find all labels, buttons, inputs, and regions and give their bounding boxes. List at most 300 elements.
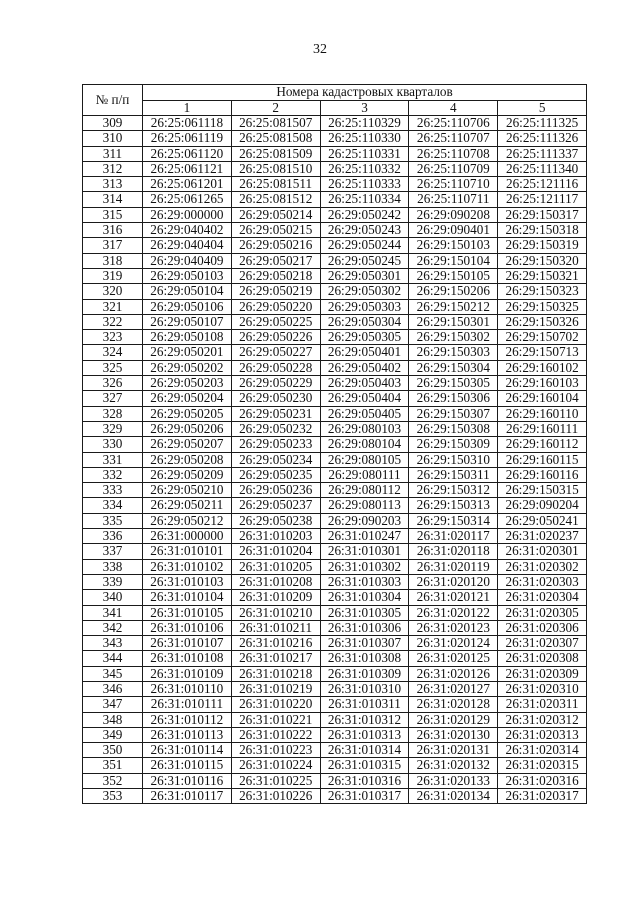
quarter-cell: 26:31:010305 (320, 605, 409, 620)
quarter-cell: 26:29:040402 (143, 223, 232, 238)
quarter-cell: 26:29:150320 (498, 253, 587, 268)
quarter-cell: 26:31:010221 (231, 712, 320, 727)
quarter-cell: 26:25:110711 (409, 192, 498, 207)
row-number-cell: 323 (83, 330, 143, 345)
row-number-cell: 329 (83, 421, 143, 436)
quarter-cell: 26:29:160112 (498, 437, 587, 452)
quarter-cell: 26:29:050206 (143, 421, 232, 436)
row-number-cell: 347 (83, 697, 143, 712)
table-row (83, 177, 587, 192)
table-row (83, 284, 587, 299)
quarter-cell: 26:31:020310 (498, 681, 587, 696)
quarter-cell: 26:31:020304 (498, 590, 587, 605)
table-row (83, 345, 587, 360)
quarter-cell: 26:31:020312 (498, 712, 587, 727)
quarter-cell: 26:29:050201 (143, 345, 232, 360)
quarter-cell: 26:29:150323 (498, 284, 587, 299)
quarter-cell: 26:29:050304 (320, 314, 409, 329)
quarter-cell: 26:31:020121 (409, 590, 498, 605)
table-row (83, 758, 587, 773)
quarter-cell: 26:31:020237 (498, 529, 587, 544)
row-number-cell: 343 (83, 636, 143, 651)
quarter-cell: 26:25:110329 (320, 116, 409, 131)
quarter-cell: 26:29:080111 (320, 467, 409, 482)
quarter-cell: 26:29:050237 (231, 498, 320, 513)
quarter-cell: 26:29:050233 (231, 437, 320, 452)
quarter-cell: 26:31:010110 (143, 681, 232, 696)
quarter-cell: 26:25:061121 (143, 161, 232, 176)
table-row (83, 467, 587, 482)
table-row (83, 421, 587, 436)
quarter-cell: 26:31:010313 (320, 727, 409, 742)
quarter-cell: 26:29:050215 (231, 223, 320, 238)
quarter-cell: 26:31:020117 (409, 529, 498, 544)
quarter-cell: 26:25:081507 (231, 116, 320, 131)
quarter-cell: 26:29:050244 (320, 238, 409, 253)
quarter-cell: 26:31:020122 (409, 605, 498, 620)
row-number-cell: 327 (83, 391, 143, 406)
row-number-cell: 316 (83, 223, 143, 238)
quarter-cell: 26:29:050104 (143, 284, 232, 299)
quarter-cell: 26:29:050227 (231, 345, 320, 360)
quarter-cell: 26:31:020126 (409, 666, 498, 681)
quarter-cell: 26:31:020313 (498, 727, 587, 742)
row-number-cell: 322 (83, 314, 143, 329)
quarter-cell: 26:31:020128 (409, 697, 498, 712)
quarter-cell: 26:29:050236 (231, 483, 320, 498)
header-row-group (83, 85, 587, 101)
quarter-cell: 26:29:150105 (409, 268, 498, 283)
quarter-cell: 26:29:150312 (409, 483, 498, 498)
quarter-cell: 26:29:150319 (498, 238, 587, 253)
row-number-cell: 312 (83, 161, 143, 176)
quarter-cell: 26:29:150307 (409, 406, 498, 421)
quarter-cell: 26:31:010104 (143, 590, 232, 605)
quarter-cell: 26:29:050214 (231, 207, 320, 222)
table-row (83, 146, 587, 161)
row-number-cell: 340 (83, 590, 143, 605)
quarter-cell: 26:25:061265 (143, 192, 232, 207)
table-row (83, 513, 587, 528)
quarter-cell: 26:29:050229 (231, 376, 320, 391)
row-number-cell: 328 (83, 406, 143, 421)
table-row (83, 131, 587, 146)
quarter-cell: 26:31:020301 (498, 544, 587, 559)
quarter-cell: 26:31:020123 (409, 620, 498, 635)
quarter-cell: 26:31:010310 (320, 681, 409, 696)
column-index-header: 3 (320, 100, 409, 116)
table-row (83, 299, 587, 314)
quarter-cell: 26:31:010217 (231, 651, 320, 666)
row-number-cell: 341 (83, 605, 143, 620)
row-number-cell: 330 (83, 437, 143, 452)
quarter-cell: 26:31:010224 (231, 758, 320, 773)
row-number-cell: 318 (83, 253, 143, 268)
quarter-cell: 26:25:061201 (143, 177, 232, 192)
row-number-cell: 309 (83, 116, 143, 131)
quarter-cell: 26:29:090203 (320, 513, 409, 528)
quarter-cell: 26:29:050210 (143, 483, 232, 498)
quarter-cell: 26:25:111337 (498, 146, 587, 161)
quarter-cell: 26:31:010210 (231, 605, 320, 620)
quarter-cell: 26:31:020315 (498, 758, 587, 773)
quarter-cell: 26:29:150301 (409, 314, 498, 329)
row-number-cell: 351 (83, 758, 143, 773)
row-number-cell: 334 (83, 498, 143, 513)
quarter-cell: 26:25:061120 (143, 146, 232, 161)
quarter-cell: 26:29:050204 (143, 391, 232, 406)
quarter-cell: 26:29:080103 (320, 421, 409, 436)
quarter-cell: 26:31:020127 (409, 681, 498, 696)
quarter-cell: 26:29:150304 (409, 360, 498, 375)
page-number: 32 (313, 42, 327, 57)
row-number-cell: 317 (83, 238, 143, 253)
header-row-number: № п/п (83, 85, 143, 116)
quarter-cell: 26:25:081512 (231, 192, 320, 207)
quarter-cell: 26:29:050103 (143, 268, 232, 283)
quarter-cell: 26:25:110709 (409, 161, 498, 176)
row-number-cell: 344 (83, 651, 143, 666)
quarter-cell: 26:29:150303 (409, 345, 498, 360)
quarter-cell: 26:29:050241 (498, 513, 587, 528)
quarter-cell: 26:29:150318 (498, 223, 587, 238)
header-row-indices (83, 100, 587, 116)
quarter-cell: 26:31:010316 (320, 773, 409, 788)
quarter-cell: 26:31:000000 (143, 529, 232, 544)
quarter-cell: 26:29:050108 (143, 330, 232, 345)
quarter-cell: 26:29:050243 (320, 223, 409, 238)
quarter-cell: 26:29:050235 (231, 467, 320, 482)
quarter-cell: 26:29:150313 (409, 498, 498, 513)
table-row (83, 376, 587, 391)
quarter-cell: 26:29:160115 (498, 452, 587, 467)
quarter-cell: 26:31:010105 (143, 605, 232, 620)
quarter-cell: 26:29:050218 (231, 268, 320, 283)
quarter-cell: 26:29:150104 (409, 253, 498, 268)
quarter-cell: 26:29:050226 (231, 330, 320, 345)
quarter-cell: 26:29:160110 (498, 406, 587, 421)
quarter-cell: 26:31:010312 (320, 712, 409, 727)
quarter-cell: 26:31:020124 (409, 636, 498, 651)
quarter-cell: 26:31:010315 (320, 758, 409, 773)
row-number-cell: 336 (83, 529, 143, 544)
table-row (83, 620, 587, 635)
quarter-cell: 26:29:050217 (231, 253, 320, 268)
table-row (83, 406, 587, 421)
row-number-cell: 349 (83, 727, 143, 742)
quarter-cell: 26:31:010311 (320, 697, 409, 712)
quarter-cell: 26:25:081508 (231, 131, 320, 146)
quarter-cell: 26:29:150103 (409, 238, 498, 253)
quarter-cell: 26:29:080104 (320, 437, 409, 452)
quarter-cell: 26:29:160102 (498, 360, 587, 375)
quarter-cell: 26:29:050234 (231, 452, 320, 467)
quarter-cell: 26:29:050404 (320, 391, 409, 406)
quarter-cell: 26:29:050402 (320, 360, 409, 375)
quarter-cell: 26:29:050225 (231, 314, 320, 329)
quarter-cell: 26:29:050238 (231, 513, 320, 528)
table-row (83, 452, 587, 467)
quarter-cell: 26:31:010218 (231, 666, 320, 681)
quarter-cell: 26:31:010301 (320, 544, 409, 559)
row-number-cell: 338 (83, 559, 143, 574)
quarter-cell: 26:29:050231 (231, 406, 320, 421)
quarter-cell: 26:31:010115 (143, 758, 232, 773)
quarter-cell: 26:29:050220 (231, 299, 320, 314)
row-number-cell: 353 (83, 789, 143, 804)
row-number-cell: 321 (83, 299, 143, 314)
quarter-cell: 26:25:121116 (498, 177, 587, 192)
quarter-cell: 26:29:050305 (320, 330, 409, 345)
table-row (83, 330, 587, 345)
quarter-cell: 26:25:110707 (409, 131, 498, 146)
quarter-cell: 26:31:010216 (231, 636, 320, 651)
table-row (83, 207, 587, 222)
quarter-cell: 26:29:040404 (143, 238, 232, 253)
quarter-cell: 26:31:010117 (143, 789, 232, 804)
column-index-header: 5 (498, 100, 587, 116)
row-number-cell: 325 (83, 360, 143, 375)
quarter-cell: 26:25:110710 (409, 177, 498, 192)
quarter-cell: 26:25:081509 (231, 146, 320, 161)
quarter-cell: 26:31:010103 (143, 574, 232, 589)
quarter-cell: 26:29:050245 (320, 253, 409, 268)
table-row (83, 268, 587, 283)
quarter-cell: 26:31:010203 (231, 529, 320, 544)
quarter-cell: 26:31:020311 (498, 697, 587, 712)
table-row (83, 559, 587, 574)
quarter-cell: 26:29:050230 (231, 391, 320, 406)
quarter-cell: 26:29:050107 (143, 314, 232, 329)
table-row (83, 712, 587, 727)
row-number-cell: 339 (83, 574, 143, 589)
quarter-cell: 26:29:050302 (320, 284, 409, 299)
quarter-cell: 26:31:010309 (320, 666, 409, 681)
row-number-cell: 345 (83, 666, 143, 681)
quarter-cell: 26:31:010111 (143, 697, 232, 712)
quarter-cell: 26:25:111326 (498, 131, 587, 146)
quarter-cell: 26:31:010302 (320, 559, 409, 574)
quarter-cell: 26:29:040409 (143, 253, 232, 268)
quarter-cell: 26:29:150212 (409, 299, 498, 314)
quarter-cell: 26:31:010247 (320, 529, 409, 544)
quarter-cell: 26:31:020309 (498, 666, 587, 681)
row-number-cell: 350 (83, 743, 143, 758)
table-row (83, 773, 587, 788)
table-row (83, 666, 587, 681)
quarter-cell: 26:31:010317 (320, 789, 409, 804)
table-row (83, 789, 587, 804)
quarter-cell: 26:29:150702 (498, 330, 587, 345)
quarter-cell: 26:29:150309 (409, 437, 498, 452)
quarter-cell: 26:29:150315 (498, 483, 587, 498)
quarter-cell: 26:31:020120 (409, 574, 498, 589)
quarter-cell: 26:29:050242 (320, 207, 409, 222)
quarter-cell: 26:25:110330 (320, 131, 409, 146)
quarter-cell: 26:29:160103 (498, 376, 587, 391)
quarter-cell: 26:25:110706 (409, 116, 498, 131)
table-row (83, 697, 587, 712)
quarter-cell: 26:31:020133 (409, 773, 498, 788)
cadastral-quarters-table (82, 84, 587, 804)
quarter-cell: 26:29:050232 (231, 421, 320, 436)
row-number-cell: 332 (83, 467, 143, 482)
quarter-cell: 26:31:010109 (143, 666, 232, 681)
quarter-cell: 26:31:010102 (143, 559, 232, 574)
quarter-cell: 26:29:150314 (409, 513, 498, 528)
quarter-cell: 26:31:010112 (143, 712, 232, 727)
quarter-cell: 26:29:090204 (498, 498, 587, 513)
quarter-cell: 26:31:020129 (409, 712, 498, 727)
quarter-cell: 26:31:020125 (409, 651, 498, 666)
quarter-cell: 26:31:010204 (231, 544, 320, 559)
table-body (83, 116, 587, 804)
quarter-cell: 26:31:010219 (231, 681, 320, 696)
quarter-cell: 26:29:050205 (143, 406, 232, 421)
table-row (83, 391, 587, 406)
quarter-cell: 26:31:020303 (498, 574, 587, 589)
quarter-cell: 26:29:050212 (143, 513, 232, 528)
row-number-cell: 324 (83, 345, 143, 360)
quarter-cell: 26:31:020308 (498, 651, 587, 666)
quarter-cell: 26:29:150713 (498, 345, 587, 360)
table-row (83, 483, 587, 498)
quarter-cell: 26:29:150302 (409, 330, 498, 345)
quarter-cell: 26:31:020305 (498, 605, 587, 620)
quarter-cell: 26:29:050228 (231, 360, 320, 375)
quarter-cell: 26:29:050208 (143, 452, 232, 467)
table-row (83, 636, 587, 651)
row-number-cell: 352 (83, 773, 143, 788)
quarter-cell: 26:29:150206 (409, 284, 498, 299)
quarter-cell: 26:29:050301 (320, 268, 409, 283)
table-row (83, 192, 587, 207)
quarter-cell: 26:31:010307 (320, 636, 409, 651)
table-row (83, 651, 587, 666)
quarter-cell: 26:31:010107 (143, 636, 232, 651)
row-number-cell: 320 (83, 284, 143, 299)
quarter-cell: 26:29:160104 (498, 391, 587, 406)
row-number-cell: 331 (83, 452, 143, 467)
quarter-cell: 26:31:020314 (498, 743, 587, 758)
quarter-cell: 26:29:090208 (409, 207, 498, 222)
table-row (83, 437, 587, 452)
quarter-cell: 26:29:050211 (143, 498, 232, 513)
quarter-cell: 26:31:010303 (320, 574, 409, 589)
row-number-cell: 335 (83, 513, 143, 528)
quarter-cell: 26:25:110331 (320, 146, 409, 161)
column-index-header: 1 (143, 100, 232, 116)
quarter-cell: 26:29:150306 (409, 391, 498, 406)
quarter-cell: 26:31:020130 (409, 727, 498, 742)
quarter-cell: 26:29:160111 (498, 421, 587, 436)
table-row (83, 314, 587, 329)
table-row (83, 498, 587, 513)
table-row (83, 590, 587, 605)
quarter-cell: 26:29:050219 (231, 284, 320, 299)
quarter-cell: 26:29:050401 (320, 345, 409, 360)
quarter-cell: 26:29:050207 (143, 437, 232, 452)
quarter-cell: 26:25:081511 (231, 177, 320, 192)
row-number-cell: 326 (83, 376, 143, 391)
quarter-cell: 26:31:010225 (231, 773, 320, 788)
quarter-cell: 26:25:110708 (409, 146, 498, 161)
row-number-cell: 319 (83, 268, 143, 283)
quarter-cell: 26:29:150326 (498, 314, 587, 329)
row-number-cell: 348 (83, 712, 143, 727)
quarter-cell: 26:31:020302 (498, 559, 587, 574)
quarter-cell: 26:31:010211 (231, 620, 320, 635)
quarter-cell: 26:31:010208 (231, 574, 320, 589)
quarter-cell: 26:29:150308 (409, 421, 498, 436)
quarter-cell: 26:31:020307 (498, 636, 587, 651)
table-row (83, 360, 587, 375)
quarter-cell: 26:29:150305 (409, 376, 498, 391)
quarter-cell: 26:29:050209 (143, 467, 232, 482)
quarter-cell: 26:25:111325 (498, 116, 587, 131)
quarter-cell: 26:25:081510 (231, 161, 320, 176)
table-header (83, 85, 587, 116)
quarter-cell: 26:25:110332 (320, 161, 409, 176)
quarter-cell: 26:31:010220 (231, 697, 320, 712)
quarter-cell: 26:31:020119 (409, 559, 498, 574)
quarter-cell: 26:29:050216 (231, 238, 320, 253)
quarter-cell: 26:29:080113 (320, 498, 409, 513)
column-index-header: 2 (231, 100, 320, 116)
column-index-header: 4 (409, 100, 498, 116)
quarter-cell: 26:31:010114 (143, 743, 232, 758)
quarter-cell: 26:31:020306 (498, 620, 587, 635)
row-number-cell: 346 (83, 681, 143, 696)
quarter-cell: 26:29:050106 (143, 299, 232, 314)
quarter-cell: 26:29:050303 (320, 299, 409, 314)
row-number-cell: 342 (83, 620, 143, 635)
quarter-cell: 26:29:090401 (409, 223, 498, 238)
quarter-cell: 26:31:010223 (231, 743, 320, 758)
quarter-cell: 26:25:061119 (143, 131, 232, 146)
quarter-cell: 26:29:000000 (143, 207, 232, 222)
quarter-cell: 26:31:010304 (320, 590, 409, 605)
quarter-cell: 26:29:050203 (143, 376, 232, 391)
quarter-cell: 26:31:020134 (409, 789, 498, 804)
quarter-cell: 26:31:020132 (409, 758, 498, 773)
quarter-cell: 26:29:080105 (320, 452, 409, 467)
quarter-cell: 26:25:110334 (320, 192, 409, 207)
table-row (83, 529, 587, 544)
quarter-cell: 26:31:010116 (143, 773, 232, 788)
row-number-cell: 313 (83, 177, 143, 192)
quarter-cell: 26:29:150325 (498, 299, 587, 314)
quarter-cell: 26:31:010205 (231, 559, 320, 574)
quarter-cell: 26:31:010226 (231, 789, 320, 804)
row-number-cell: 310 (83, 131, 143, 146)
quarter-cell: 26:31:020131 (409, 743, 498, 758)
table-row (83, 223, 587, 238)
quarter-cell: 26:31:020317 (498, 789, 587, 804)
quarter-cell: 26:31:010308 (320, 651, 409, 666)
quarter-cell: 26:31:010106 (143, 620, 232, 635)
table-row (83, 253, 587, 268)
table-row (83, 605, 587, 620)
quarter-cell: 26:31:010209 (231, 590, 320, 605)
quarter-cell: 26:31:010314 (320, 743, 409, 758)
row-number-cell: 315 (83, 207, 143, 222)
table-row (83, 116, 587, 131)
header-group-title: Номера кадастровых кварталов (143, 85, 587, 101)
quarter-cell: 26:25:111340 (498, 161, 587, 176)
table-row (83, 238, 587, 253)
row-number-cell: 337 (83, 544, 143, 559)
